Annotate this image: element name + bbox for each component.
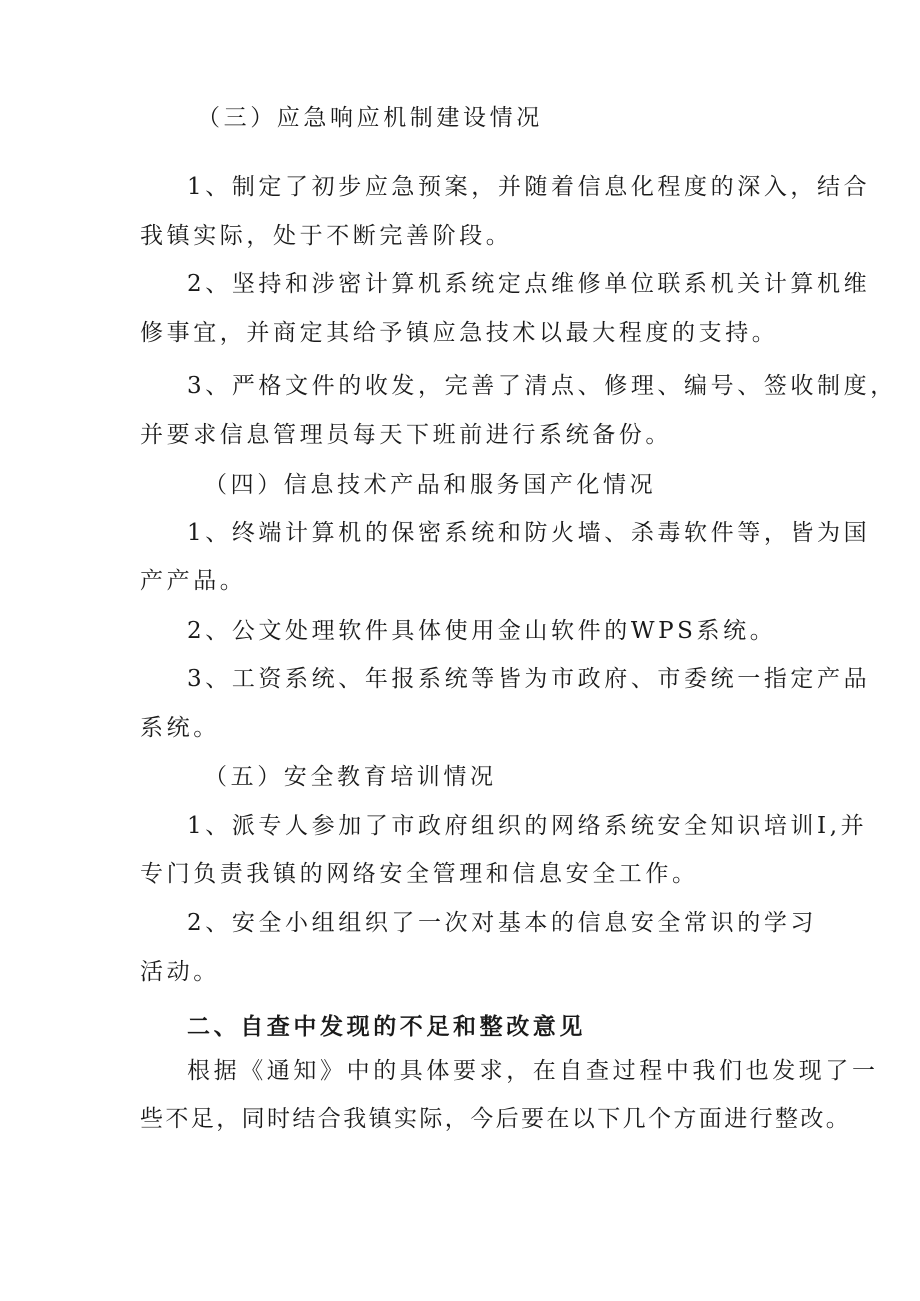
part-2-paragraph-line-2: 些不足，同时结合我镇实际，今后要在以下几个方面进行整改。 bbox=[140, 1106, 852, 1132]
section-5-item-2-line-2: 活动。 bbox=[140, 959, 220, 985]
section-3-item-3-line-1: 3、严格文件的收发，完善了清点、修理、编号、签收制度， bbox=[187, 373, 897, 399]
section-3-item-2-line-1: 2、坚持和涉密计算机系统定点维修单位联系机关计算机维 bbox=[187, 271, 871, 297]
section-3-item-1-line-2: 我镇实际，处于不断完善阶段。 bbox=[140, 223, 513, 249]
part-2-paragraph-line-1: 根据《通知》中的具体要求，在自查过程中我们也发现了一 bbox=[187, 1058, 879, 1084]
section-3-item-2-line-2: 修事宜，并商定其给予镇应急技术以最大程度的支持。 bbox=[140, 320, 779, 346]
section-4-item-3-line-1: 3、工资系统、年报系统等皆为市政府、市委统一指定产品 bbox=[187, 666, 871, 692]
section-4-item-1-line-2: 产产品。 bbox=[140, 568, 247, 594]
section-4-heading: （四）信息技术产品和服务国产化情况 bbox=[204, 472, 657, 498]
section-4-item-3-line-2: 系统。 bbox=[140, 715, 220, 741]
section-4-item-1-line-1: 1、终端计算机的保密系统和防火墙、杀毒软件等，皆为国 bbox=[187, 520, 871, 546]
section-3-heading: （三）应急响应机制建设情况 bbox=[197, 105, 543, 131]
section-5-heading: （五）安全教育培训情况 bbox=[204, 764, 497, 790]
section-4-item-2-line-1: 2、公文处理软件具体使用金山软件的WPS系统。 bbox=[187, 618, 777, 644]
section-5-item-1-line-2: 专门负责我镇的网络安全管理和信息安全工作。 bbox=[140, 861, 699, 887]
section-3-item-1-line-1: 1、制定了初步应急预案，并随着信息化程度的深入，结合 bbox=[187, 174, 871, 200]
section-3-item-3-line-2: 并要求信息管理员每天下班前进行系统备份。 bbox=[140, 422, 672, 448]
section-5-item-1-line-1: 1、派专人参加了市政府组织的网络系统安全知识培训I,并 bbox=[187, 813, 868, 839]
part-2-heading: 二、自查中发现的不足和整改意见 bbox=[187, 1013, 586, 1040]
section-5-item-2-line-1: 2、安全小组组织了一次对基本的信息安全常识的学习 bbox=[187, 910, 818, 936]
